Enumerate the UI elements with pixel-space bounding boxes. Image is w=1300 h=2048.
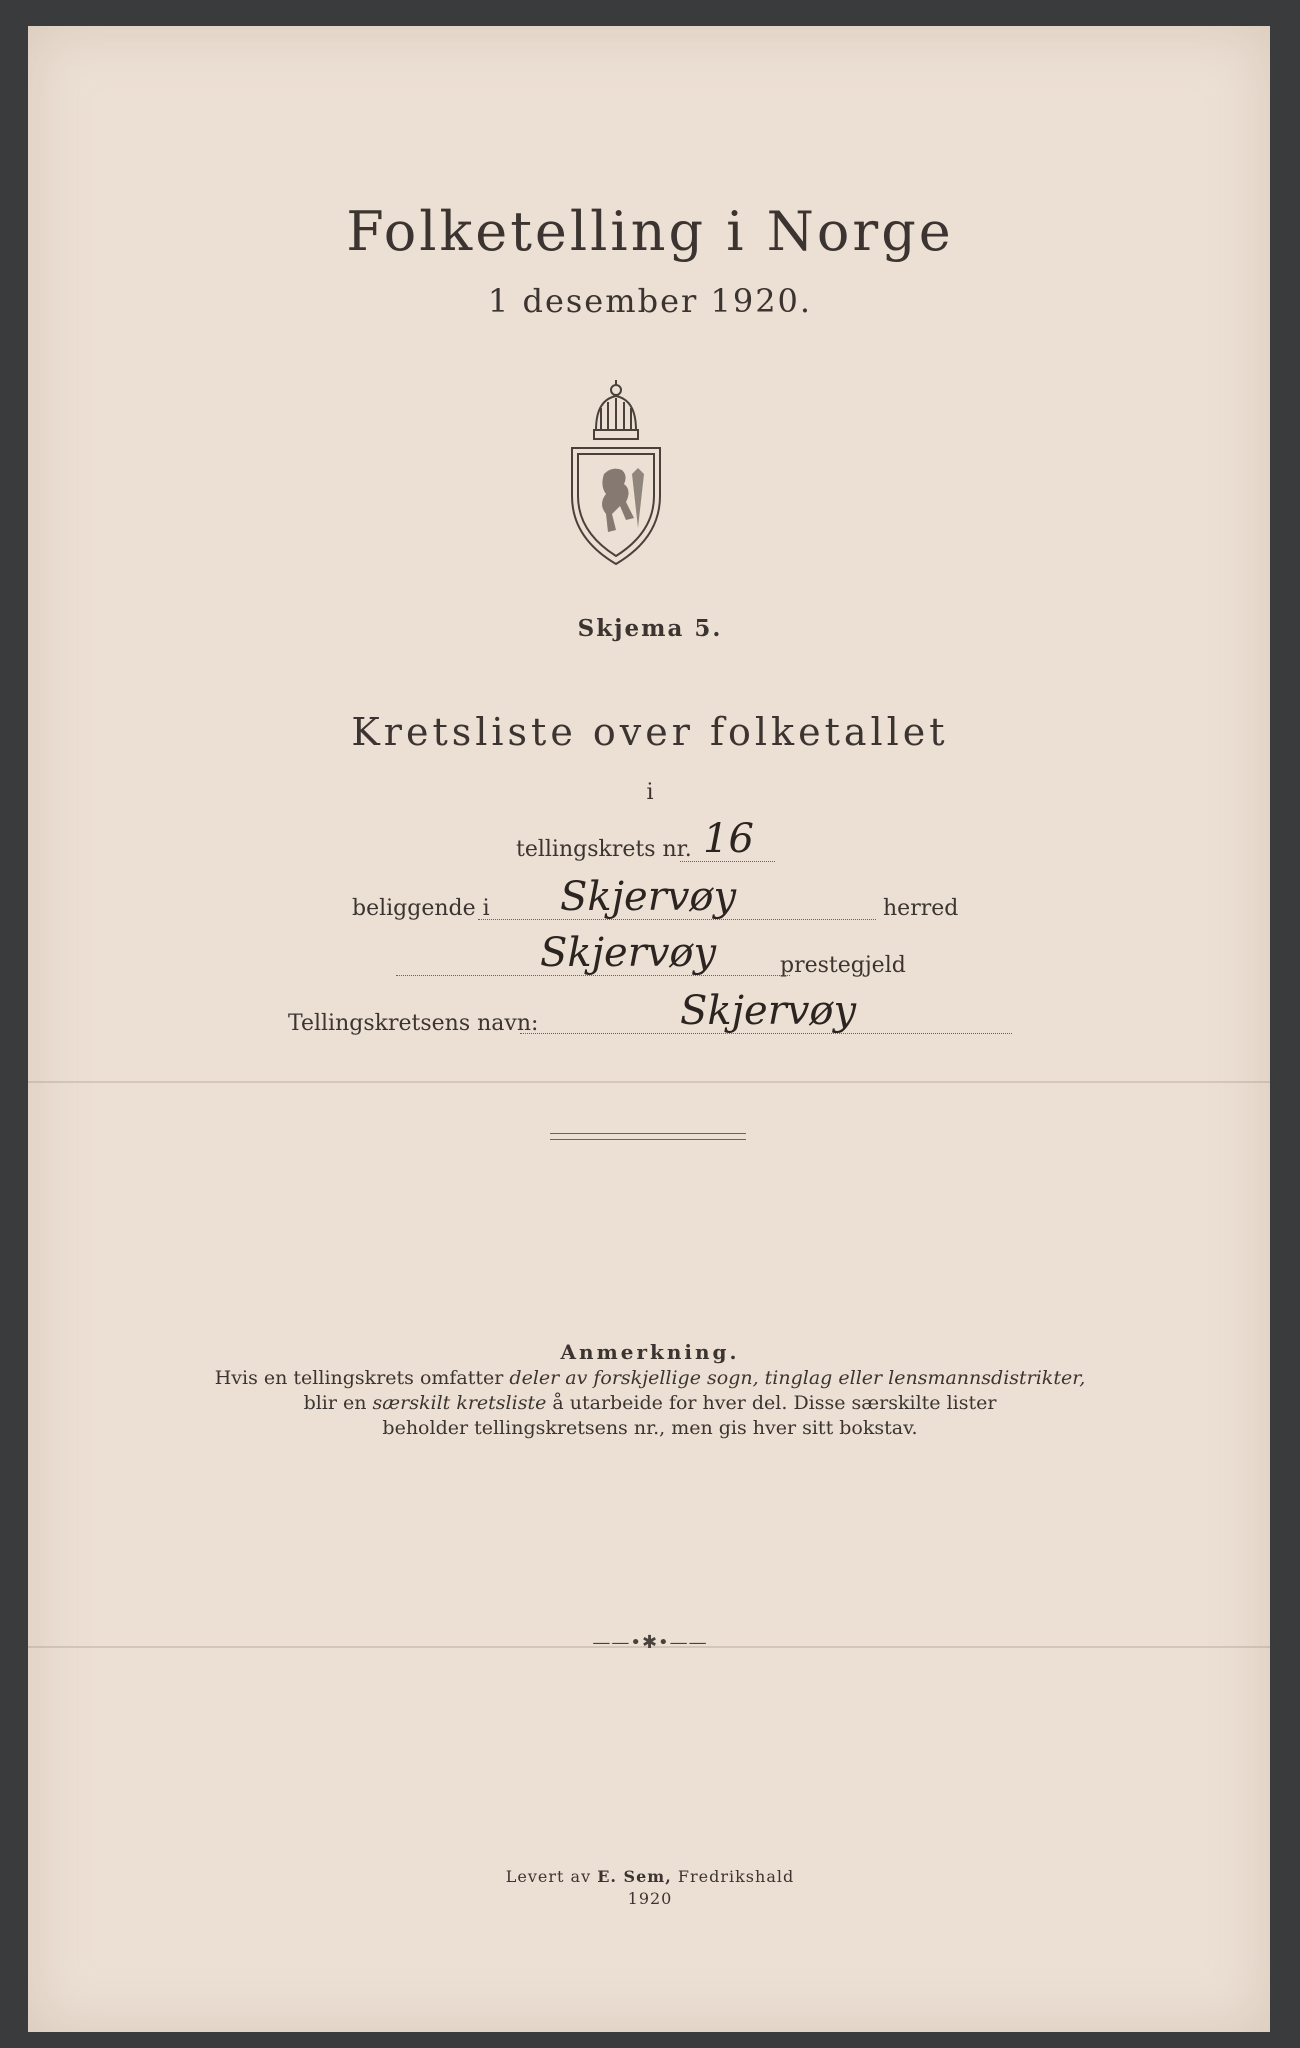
note-heading: Anmerkning. (560, 1340, 740, 1364)
fold-line (28, 1081, 1270, 1083)
parish-label: prestegjeld (780, 953, 906, 978)
herred-label: herred (883, 896, 959, 921)
note-line-1 (0, 1366, 1300, 1391)
schema-number: Skjema 5. (577, 615, 723, 642)
parish-value: Skjervøy (540, 930, 717, 976)
note-line-2 (0, 1391, 1300, 1416)
located-in-value: Skjervøy (560, 874, 737, 920)
note-line-1-italic: deler av forskjellige sogn, tinglag eller lensmannsdistrikter, (509, 1367, 1086, 1389)
district-name-value: Skjervøy (680, 988, 857, 1034)
printer-name: E. Sem, (597, 1867, 672, 1886)
printer-line (0, 1867, 1300, 1886)
ornament-divider: ——•✱•—— (592, 1632, 708, 1653)
district-number-value: 16 (703, 816, 754, 862)
census-form-page (28, 26, 1270, 2032)
printer-place: Fredrikshald (677, 1867, 795, 1886)
printer-prefix: Levert av (505, 1867, 592, 1886)
census-date: 1 desember 1920. (487, 282, 813, 320)
norwegian-coat-of-arms-icon (566, 378, 666, 574)
located-in-label: beliggende i (352, 896, 490, 921)
form-heading: Kretsliste over folketallet (351, 710, 949, 754)
printer-year: 1920 (627, 1889, 673, 1908)
note-line-1-start: Hvis en tellingskrets omfatter (214, 1367, 504, 1389)
form-title: Folketelling i Norge (346, 200, 954, 263)
note-text (0, 1366, 1300, 1441)
district-name-label: Tellingskretsens navn: (288, 1011, 539, 1036)
connector-word: i (646, 780, 654, 805)
district-number-label: tellingskrets nr. (516, 837, 692, 862)
note-line-2-start: blir en (303, 1392, 367, 1414)
separator-rule (550, 1133, 746, 1140)
note-line-3: beholder tellingskretsens nr., men gis hver sitt bokstav. (382, 1417, 918, 1439)
note-line-2-end: å utarbeide for hver del. Disse særskilte lister (552, 1392, 997, 1414)
note-line-2-italic: særskilt kretsliste (372, 1392, 547, 1414)
